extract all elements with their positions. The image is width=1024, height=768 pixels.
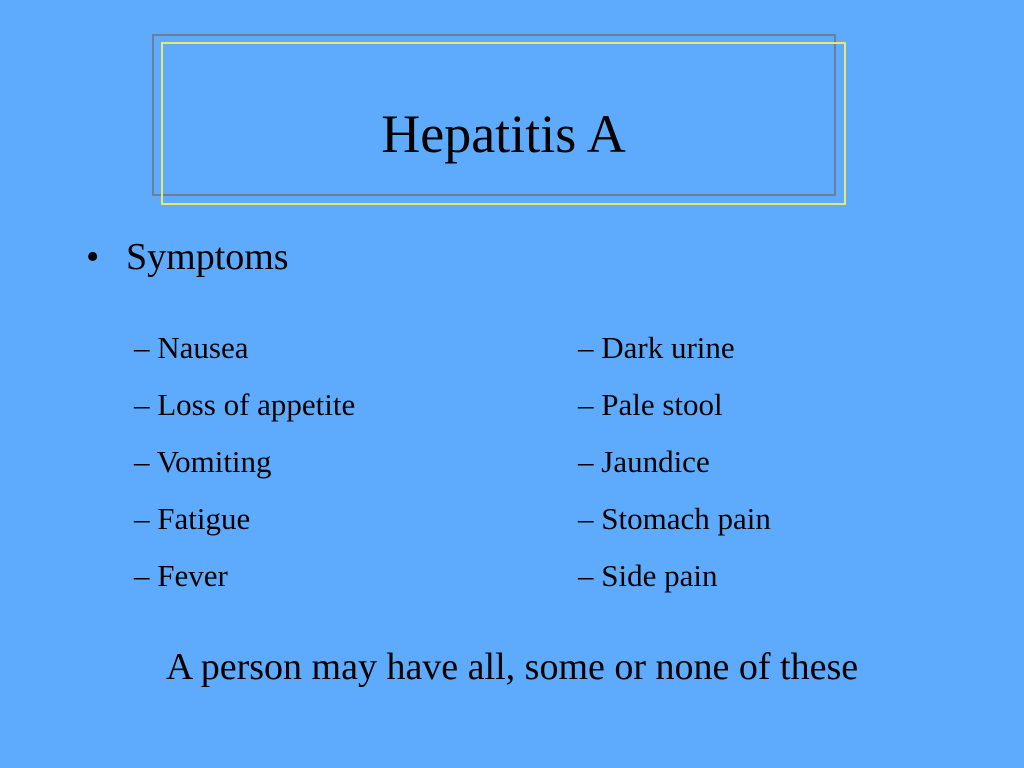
list-item [578,552,771,609]
symptom-list-right [578,324,771,609]
list-item [578,381,771,438]
list-item [134,438,355,495]
dash-marker: – [578,558,594,593]
dash-marker: – [134,558,150,593]
list-item-label: Fever [157,558,228,593]
list-item-label: Stomach pain [601,501,771,536]
list-item-label: Pale stool [601,387,723,422]
list-item [578,495,771,552]
dash-marker: – [578,330,594,365]
symptom-list-left [134,324,355,609]
list-item [134,381,355,438]
dash-marker: – [134,501,150,536]
list-item-label: Loss of appetite [157,387,356,422]
dash-marker: – [578,501,594,536]
list-item [134,552,355,609]
list-item-label: Side pain [601,558,718,593]
dash-marker: – [134,387,150,422]
list-item [134,495,355,552]
bullet-symptoms [86,233,289,281]
footnote: A person may have all, some or none of these [165,646,859,688]
dash-marker: – [578,444,594,479]
dash-marker: – [578,387,594,422]
bullet-dot: • [86,236,100,278]
list-item-label: Vomiting [156,444,272,479]
list-item-label: Nausea [157,330,249,365]
list-item-label: Dark urine [601,330,735,365]
slide-title: Hepatitis A [381,104,626,164]
bullet-label: Symptoms [126,236,289,278]
dash-marker: – [134,444,150,479]
list-item [578,324,771,381]
dash-marker: – [134,330,150,365]
list-item-label: Jaundice [601,444,710,479]
list-item-label: Fatigue [157,501,251,536]
list-item [134,324,355,381]
list-item [578,438,771,495]
